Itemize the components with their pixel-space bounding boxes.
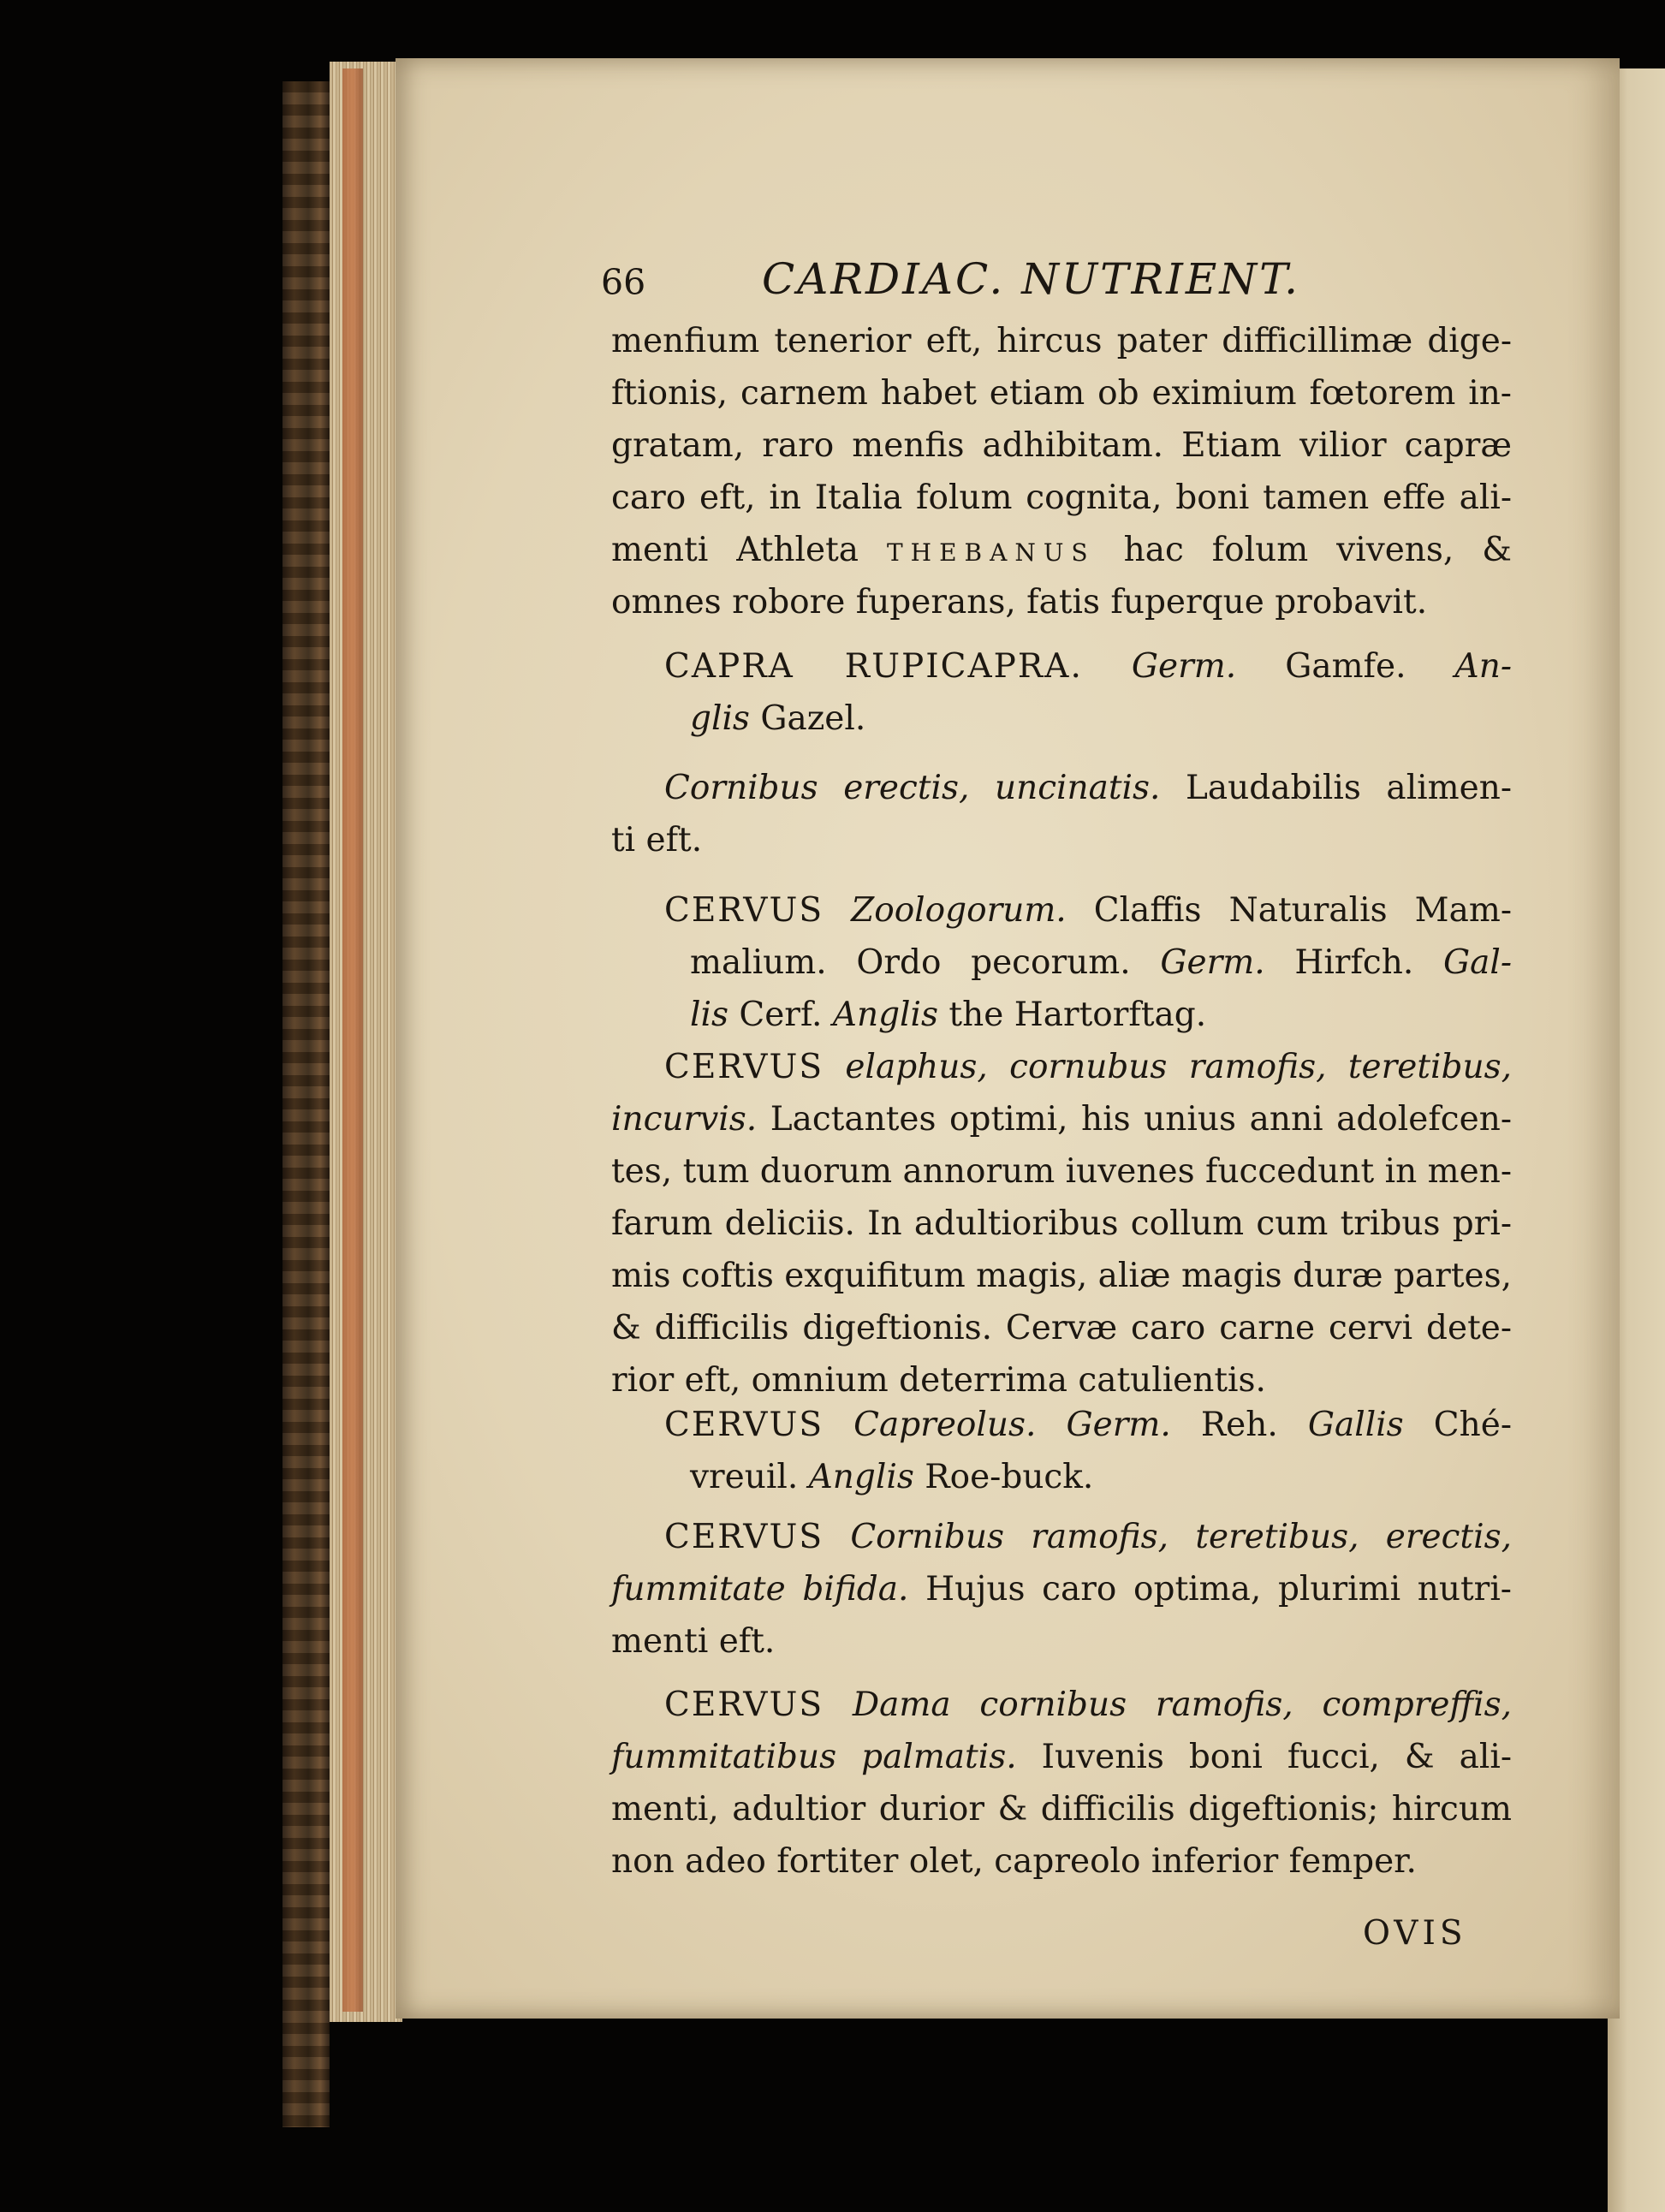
text-line: CAPRA RUPICAPRA. Germ. Gamfe. An- (664, 647, 1512, 686)
entry-cervus-zoologorum (611, 884, 1512, 1041)
text-line: farum deliciis. In adultioribus collum cum tribus pri- (611, 1204, 1512, 1243)
text-line: CERVUS Dama cornibus ramofis, compreffis, (664, 1686, 1512, 1724)
species-heading: CERVUS (664, 1048, 824, 1086)
page-number: 66 (601, 262, 646, 303)
text-line: tes, tum duorum annorum iuvenes fuccedunt in men- (611, 1152, 1512, 1191)
entry-cervus-dama (611, 1679, 1512, 1888)
text-line: Cornibus erectis, uncinatis. Laudabilis alimen- (664, 769, 1512, 807)
page-text (395, 58, 1620, 2019)
text-line: caro eft, in Italia folum cognita, boni tamen effe ali- (611, 479, 1512, 517)
entry-cervus-elaphus (611, 1041, 1512, 1406)
species-heading: CAPRA RUPICAPRA. (664, 647, 1083, 686)
book-cover (282, 81, 330, 2127)
book-page (395, 58, 1620, 2019)
text-line: vreuil. Anglis Roe-buck. (690, 1458, 1094, 1496)
text-line: incurvis. Lactantes optimi, his unius anni adolefcen- (611, 1100, 1512, 1139)
text-line: CERVUS Capreolus. Germ. Reh. Gallis Ché- (664, 1406, 1512, 1444)
text-line: omnes robore fuperans, fatis fuperque probavit. (611, 583, 1428, 621)
text-line: CERVUS elaphus, cornubus ramofis, teretibus, (664, 1048, 1512, 1086)
text-line: ti eft. (611, 821, 703, 859)
text-line: CERVUS Cornibus ramofis, teretibus, erectis, (664, 1518, 1512, 1556)
catchword: OVIS (1363, 1914, 1467, 1953)
text-line: mis coftis exquifitum magis, aliæ magis duræ partes, (611, 1257, 1512, 1295)
species-heading: CERVUS (664, 1406, 824, 1444)
text-line: menti Athleta THEBANUS hac folum vivens, & (611, 531, 1513, 569)
species-heading: CERVUS (664, 891, 824, 930)
text-line: ftionis, carnem habet etiam ob eximium fœtorem in- (611, 374, 1512, 413)
text-line: & difficilis digeftionis. Cervæ caro carne cervi dete- (611, 1309, 1512, 1347)
entry-cervus-capreolus (611, 1399, 1512, 1503)
text-line: glis Gazel. (690, 699, 866, 738)
text-line: non adeo fortiter olet, capreolo inferior femper. (611, 1842, 1417, 1881)
text-line: menfium tenerior eft, hircus pater difficillimæ dige- (611, 322, 1512, 360)
text-line: lis Cerf. Anglis the Hartorftag. (690, 996, 1207, 1034)
paragraph-goat (611, 315, 1512, 628)
text-line: menti, adultior durior & difficilis digeftionis; hircum (611, 1790, 1512, 1828)
name-thebanus: THEBANUS (887, 538, 1096, 567)
text-line: gratam, raro menfis adhibitam. Etiam vilior capræ (611, 426, 1512, 465)
red-page-edge (342, 68, 363, 2012)
text-line: CERVUS Zoologorum. Claffis Naturalis Mam- (664, 891, 1513, 930)
text-line: malium. Ordo pecorum. Germ. Hirfch. Gal- (690, 943, 1512, 982)
text-line: fummitatibus palmatis. Iuvenis boni fucci, & ali- (611, 1738, 1512, 1776)
entry-capra-description (611, 762, 1512, 866)
entry-cervus-cornibus (611, 1511, 1512, 1668)
text-line: menti eft. (611, 1622, 776, 1661)
text-line: rior eft, omnium deterrima catulientis. (611, 1361, 1266, 1400)
species-heading: CERVUS (664, 1686, 824, 1724)
entry-capra-rupicapra (611, 640, 1512, 745)
running-title: CARDIAC. NUTRIENT. (762, 254, 1300, 304)
text-line: fummitate bifida. Hujus caro optima, plurimi nutri- (611, 1570, 1512, 1608)
page-edges (330, 62, 402, 2022)
species-heading: CERVUS (664, 1518, 824, 1556)
